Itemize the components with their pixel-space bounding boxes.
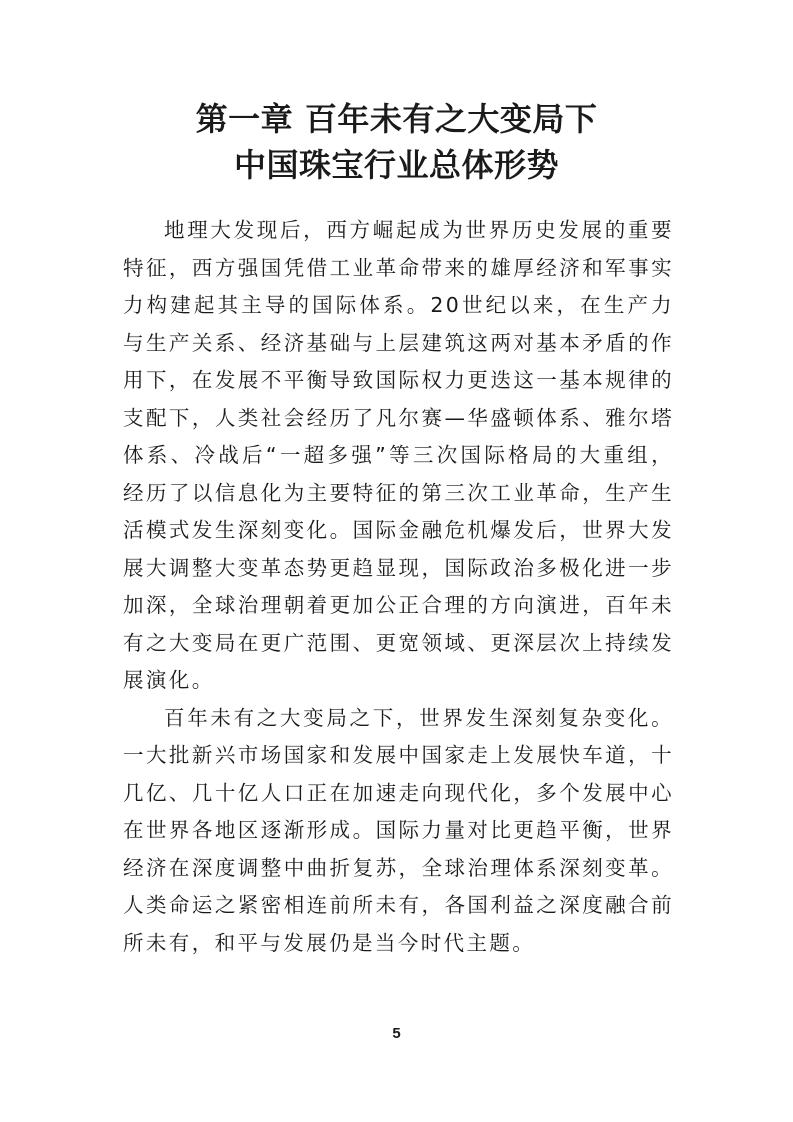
body-text [123, 212, 674, 962]
chapter-title-line-2: 中国珠宝行业总体形势 [233, 146, 559, 184]
paragraph-1: 地理大发现后，西方崛起成为世界历史发展的重要特征，西方强国凭借工业革命带来的雄厚经济和军事实力构建起其主导的国际体系。20世纪以来，在生产力与生产关系、经济基础与上层建筑这两对基本矛盾的作用下，在发展不平衡导致国际权力更迭这一基本规律的支配下，人类社会经历了凡尔赛—华盛顿体系、雅尔塔体系、冷战后“一超多强”等三次国际格局的大重组，经历了以信息化为主要特征的第三次工业革命，生产生活模式发生深刻变化。国际金融危机爆发后，世界大发展大调整大变革态势更趋显现，国际政治多极化进一步加深，全球治理朝着更加公正合理的方向演进，百年未有之大变局在更广范围、更宽领域、更深层次上持续发展演化。 [123, 218, 674, 692]
page-number: 5 [392, 1025, 401, 1042]
chapter-title [0, 96, 793, 188]
chapter-title-line-1: 第一章 百年未有之大变局下 [195, 100, 598, 138]
paragraph-2: 百年未有之大变局之下，世界发生深刻复杂变化。一大批新兴市场国家和发展中国家走上发展快车道，十几亿、几十亿人口正在加速走向现代化，多个发展中心在世界各地区逐渐形成。国际力量对比更趋平衡，世界经济在深度调整中曲折复苏，全球治理体系深刻变革。人类命运之紧密相连前所未有，各国利益之深度融合前所未有，和平与发展仍是当今时代主题。 [123, 705, 674, 955]
